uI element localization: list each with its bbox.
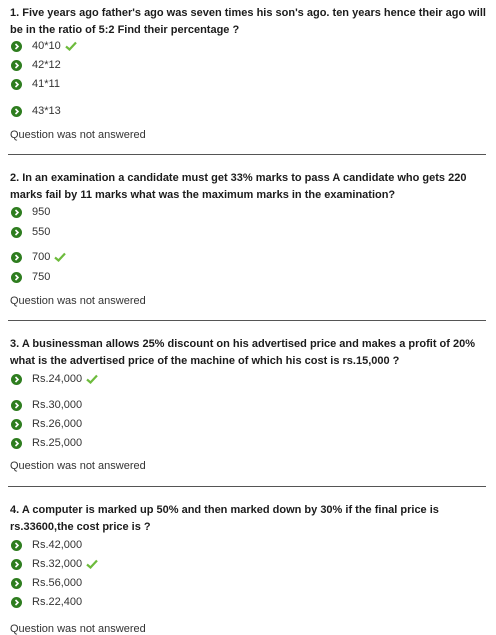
chevron-right-circle-icon (11, 252, 22, 263)
option-item[interactable] (11, 58, 61, 72)
chevron-right-circle-icon (11, 106, 22, 117)
option-item[interactable] (11, 417, 82, 431)
option-label: 550 (32, 226, 51, 238)
option-item[interactable] (11, 270, 50, 284)
option-label: Rs.22,400 (32, 596, 83, 608)
option-item[interactable] (11, 576, 82, 590)
question-title: 4. A computer is marked up 50% and then marked down by 30% if the final price is rs.33600,the cost price is ? (10, 504, 439, 533)
option-item[interactable] (11, 436, 82, 450)
checkmark-icon (86, 374, 98, 384)
option-label: 700 (32, 251, 51, 263)
chevron-right-circle-icon (11, 227, 22, 238)
option-label: Rs.42,000 (32, 539, 83, 551)
option-label: 42*12 (32, 59, 61, 71)
divider (8, 154, 486, 155)
chevron-right-circle-icon (11, 559, 22, 570)
chevron-right-circle-icon (11, 540, 22, 551)
answer-status: Question was not answered (10, 295, 146, 307)
option-item[interactable] (11, 557, 98, 571)
checkmark-icon (65, 41, 77, 51)
option-item[interactable] (11, 205, 50, 219)
option-item[interactable] (11, 372, 98, 386)
chevron-right-circle-icon (11, 272, 22, 283)
option-item[interactable] (11, 595, 82, 609)
chevron-right-circle-icon (11, 578, 22, 589)
option-item[interactable] (11, 104, 61, 118)
answer-status: Question was not answered (10, 129, 146, 141)
option-label: Rs.26,000 (32, 418, 83, 430)
option-label: 41*11 (32, 78, 60, 90)
answer-status: Question was not answered (10, 623, 146, 635)
option-item[interactable] (11, 398, 82, 412)
checkmark-icon (54, 252, 66, 262)
option-item[interactable] (11, 77, 60, 91)
chevron-right-circle-icon (11, 374, 22, 385)
chevron-right-circle-icon (11, 438, 22, 449)
chevron-right-circle-icon (11, 60, 22, 71)
chevron-right-circle-icon (11, 419, 22, 430)
divider (8, 486, 486, 487)
option-item[interactable] (11, 538, 82, 552)
question-title: 1. Five years ago father's ago was seven times his son's ago. ten years hence their ago will be in the ratio of 5:2 Find their percentage ? (10, 7, 486, 36)
checkmark-icon (86, 559, 98, 569)
option-label: 750 (32, 271, 51, 283)
option-label: 40*10 (32, 40, 61, 52)
option-label: Rs.30,000 (32, 399, 83, 411)
option-label: Rs.56,000 (32, 577, 83, 589)
question-title: 3. A businessman allows 25% discount on his advertised price and makes a profit of 20% what is the advertised price of the machine of which his cost is rs.15,000 ? (10, 338, 475, 367)
option-item[interactable] (11, 39, 77, 53)
chevron-right-circle-icon (11, 207, 22, 218)
option-item[interactable] (11, 250, 66, 264)
chevron-right-circle-icon (11, 400, 22, 411)
chevron-right-circle-icon (11, 79, 22, 90)
option-label: 950 (32, 206, 51, 218)
chevron-right-circle-icon (11, 597, 22, 608)
question-title: 2. In an examination a candidate must get 33% marks to pass A candidate who gets 220 marks fail by 11 marks what was the maximum marks in the examination? (10, 172, 467, 201)
option-label: Rs.24,000 (32, 373, 83, 385)
divider (8, 320, 486, 321)
option-label: 43*13 (32, 105, 61, 117)
chevron-right-circle-icon (11, 41, 22, 52)
answer-status: Question was not answered (10, 460, 146, 472)
option-label: Rs.25,000 (32, 437, 83, 449)
option-item[interactable] (11, 225, 50, 239)
option-label: Rs.32,000 (32, 558, 83, 570)
